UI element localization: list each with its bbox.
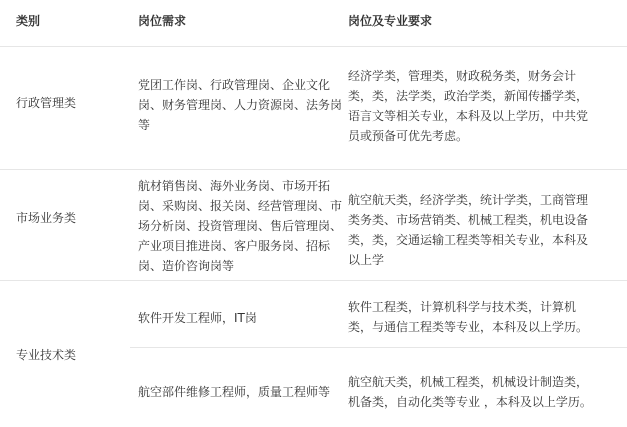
subrow-software: [130, 281, 627, 348]
category-cell: 行政管理类: [16, 96, 77, 110]
requirements-cell: 航空航天类，机械工程类，机械设计制造类，机备类，自动化类等专业 ，本科及以上学历。: [348, 375, 592, 409]
requirements-cell: 航空航天类，经济学类，统计学类，工商管理类务类、市场营销类、机械工程类，机电设备类，类，交通运输工程类等相关专业，本科及以上学: [348, 193, 589, 267]
subrow-aviation: [130, 348, 627, 427]
positions-cell: 软件开发工程师，IT岗: [138, 311, 257, 325]
table-row: [0, 281, 627, 427]
positions-cell: 航空部件维修工程师，质量工程师等: [138, 385, 331, 399]
header-category: 类别: [16, 14, 41, 28]
header-positions: 岗位需求: [138, 14, 187, 28]
category-cell: 市场业务类: [16, 211, 77, 225]
table-header: [0, 0, 627, 47]
header-requirements: 岗位及专业要求: [348, 14, 433, 28]
positions-cell: 党团工作岗、行政管理岗、企业文化岗、财务管理岗、人力资源岗、法务岗等: [138, 78, 343, 132]
table-row: [0, 47, 627, 170]
category-cell: 专业技术类: [16, 348, 77, 362]
positions-cell: 航材销售岗、海外业务岗、市场开拓岗、采购岗、报关岗、经营管理岗、市场分析岗、投资管理岗、售后管理岗、产业项目推进岗、客户服务岗、招标岗、造价咨询岗等: [138, 179, 343, 273]
requirements-cell: 软件工程类，计算机科学与技术类，计算机类，与通信工程类等专业，本科及以上学历。: [348, 300, 589, 334]
table-row: [0, 170, 627, 281]
requirements-cell: 经济学类，管理类，财政税务类，财务会计类，类，法学类，政治学类，新闻传播学类，语言文等相关专业，本科及以上学历，中共党员或预备可优先考虑。: [348, 69, 589, 143]
